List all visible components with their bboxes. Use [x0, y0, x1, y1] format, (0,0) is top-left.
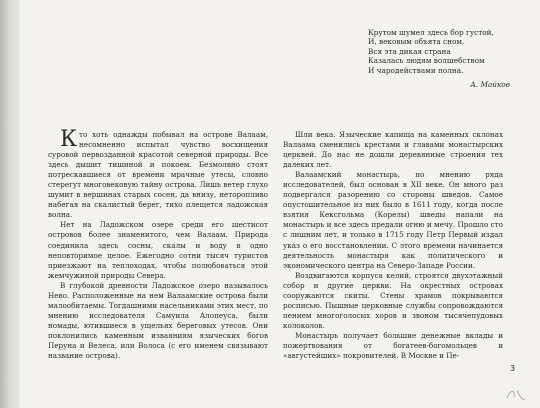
epigraph-line: Крутом шумел здесь бор густой, [368, 28, 494, 37]
epigraph-author: А. Майков [470, 80, 510, 90]
epigraph-line: Казалась людям волшебством [368, 56, 485, 66]
drop-cap: К [60, 127, 78, 152]
epigraph-line: Вся эта дикая страна [368, 46, 451, 56]
paragraph: Воздвигаются корпуса келий, строятся двухэтажный собор и другие церкви. На окрестных островах сооружаются скиты. Стены храмов покрываются росписью. Пышные церковные службы сопровождаются пением многоголосых хоров и звоном тысячепудовых колоколов. [283, 270, 503, 330]
paragraph: Шли века. Языческие капища на каменных склонах Валаама сменились крестами и главами монастырских церквей. До нас не дошли деревянные строения тех далеких лет. [283, 130, 503, 170]
right-text-column [283, 130, 503, 361]
paragraph: Нет на Ладожском озере среди его шестисот островов более знаменитого, чем Валаам. Природа соединила здесь сосны, скалы и воду в одно неповторимое целое. Ежегодно сотни тысяч туристов приезжают на теплоходах, чтобы полюбоваться этой жемчужиной природы Севера. [48, 220, 268, 280]
paragraph-text: то хоть однажды побывал на острове Валаам, несомненно испытал чувство восхищения суровой первозданной красотой северной природы. Все здесь дышит тишиной и покоем. Безмолвно стоят потрескавшиеся от времени мрачные утесы, словно стерегут многовековую тайну острова. Лишь ветер глухо шумит в вершинах старых сосен, да внизу, неторопливо набегая на скалистый берег, тихо плещется ладожская волна. [48, 130, 268, 220]
pencil-mark-icon [505, 386, 527, 402]
epigraph-line: И чародействами полна. [368, 65, 464, 75]
epigraph-line: И, вековым объята сном, [368, 37, 465, 47]
paragraph: Монастырь получает большие денежные вклады и пожертвования от богатеев-богомольцев и «августейших» покровителей. В Москве и Пе- [283, 330, 503, 361]
epigraph [368, 28, 528, 89]
paragraph: Валаамский монастырь, по мнению ряда исследователей, был основан в XII веке. Он много раз подвергался разорению со стороны шведов. Самое опустошительное из них было в 1611 году, когда после взятия Кексгольма (Корелы) шведы напали на монастырь и все здесь предали огню и мечу. Прошло сто с лишним лет, и только в 1715 году Петр Первый издал указ о его восстановлении. С этого времени начинается деятельность монастыря как политического и экономического центра на Северо-Западе России. [283, 170, 503, 270]
book-spine-shadow [0, 0, 20, 408]
left-text-column [48, 127, 268, 361]
page-number: 3 [510, 364, 516, 373]
paragraph [48, 127, 268, 220]
paragraph: В глубокой древности Ладожское озеро называлось Нево. Расположенные на нем Валаамские острова были малообитаемы. Тогдашними насельниками этих мест, по мнению исследователя Самуила Алопеуса, были номады, ютившиеся в ущельях береговых утесов. Они поклонились каменным изваяниям языческих богов Перуна и Велеса, или Волоса (с его именем связывают название острова). [48, 280, 268, 361]
